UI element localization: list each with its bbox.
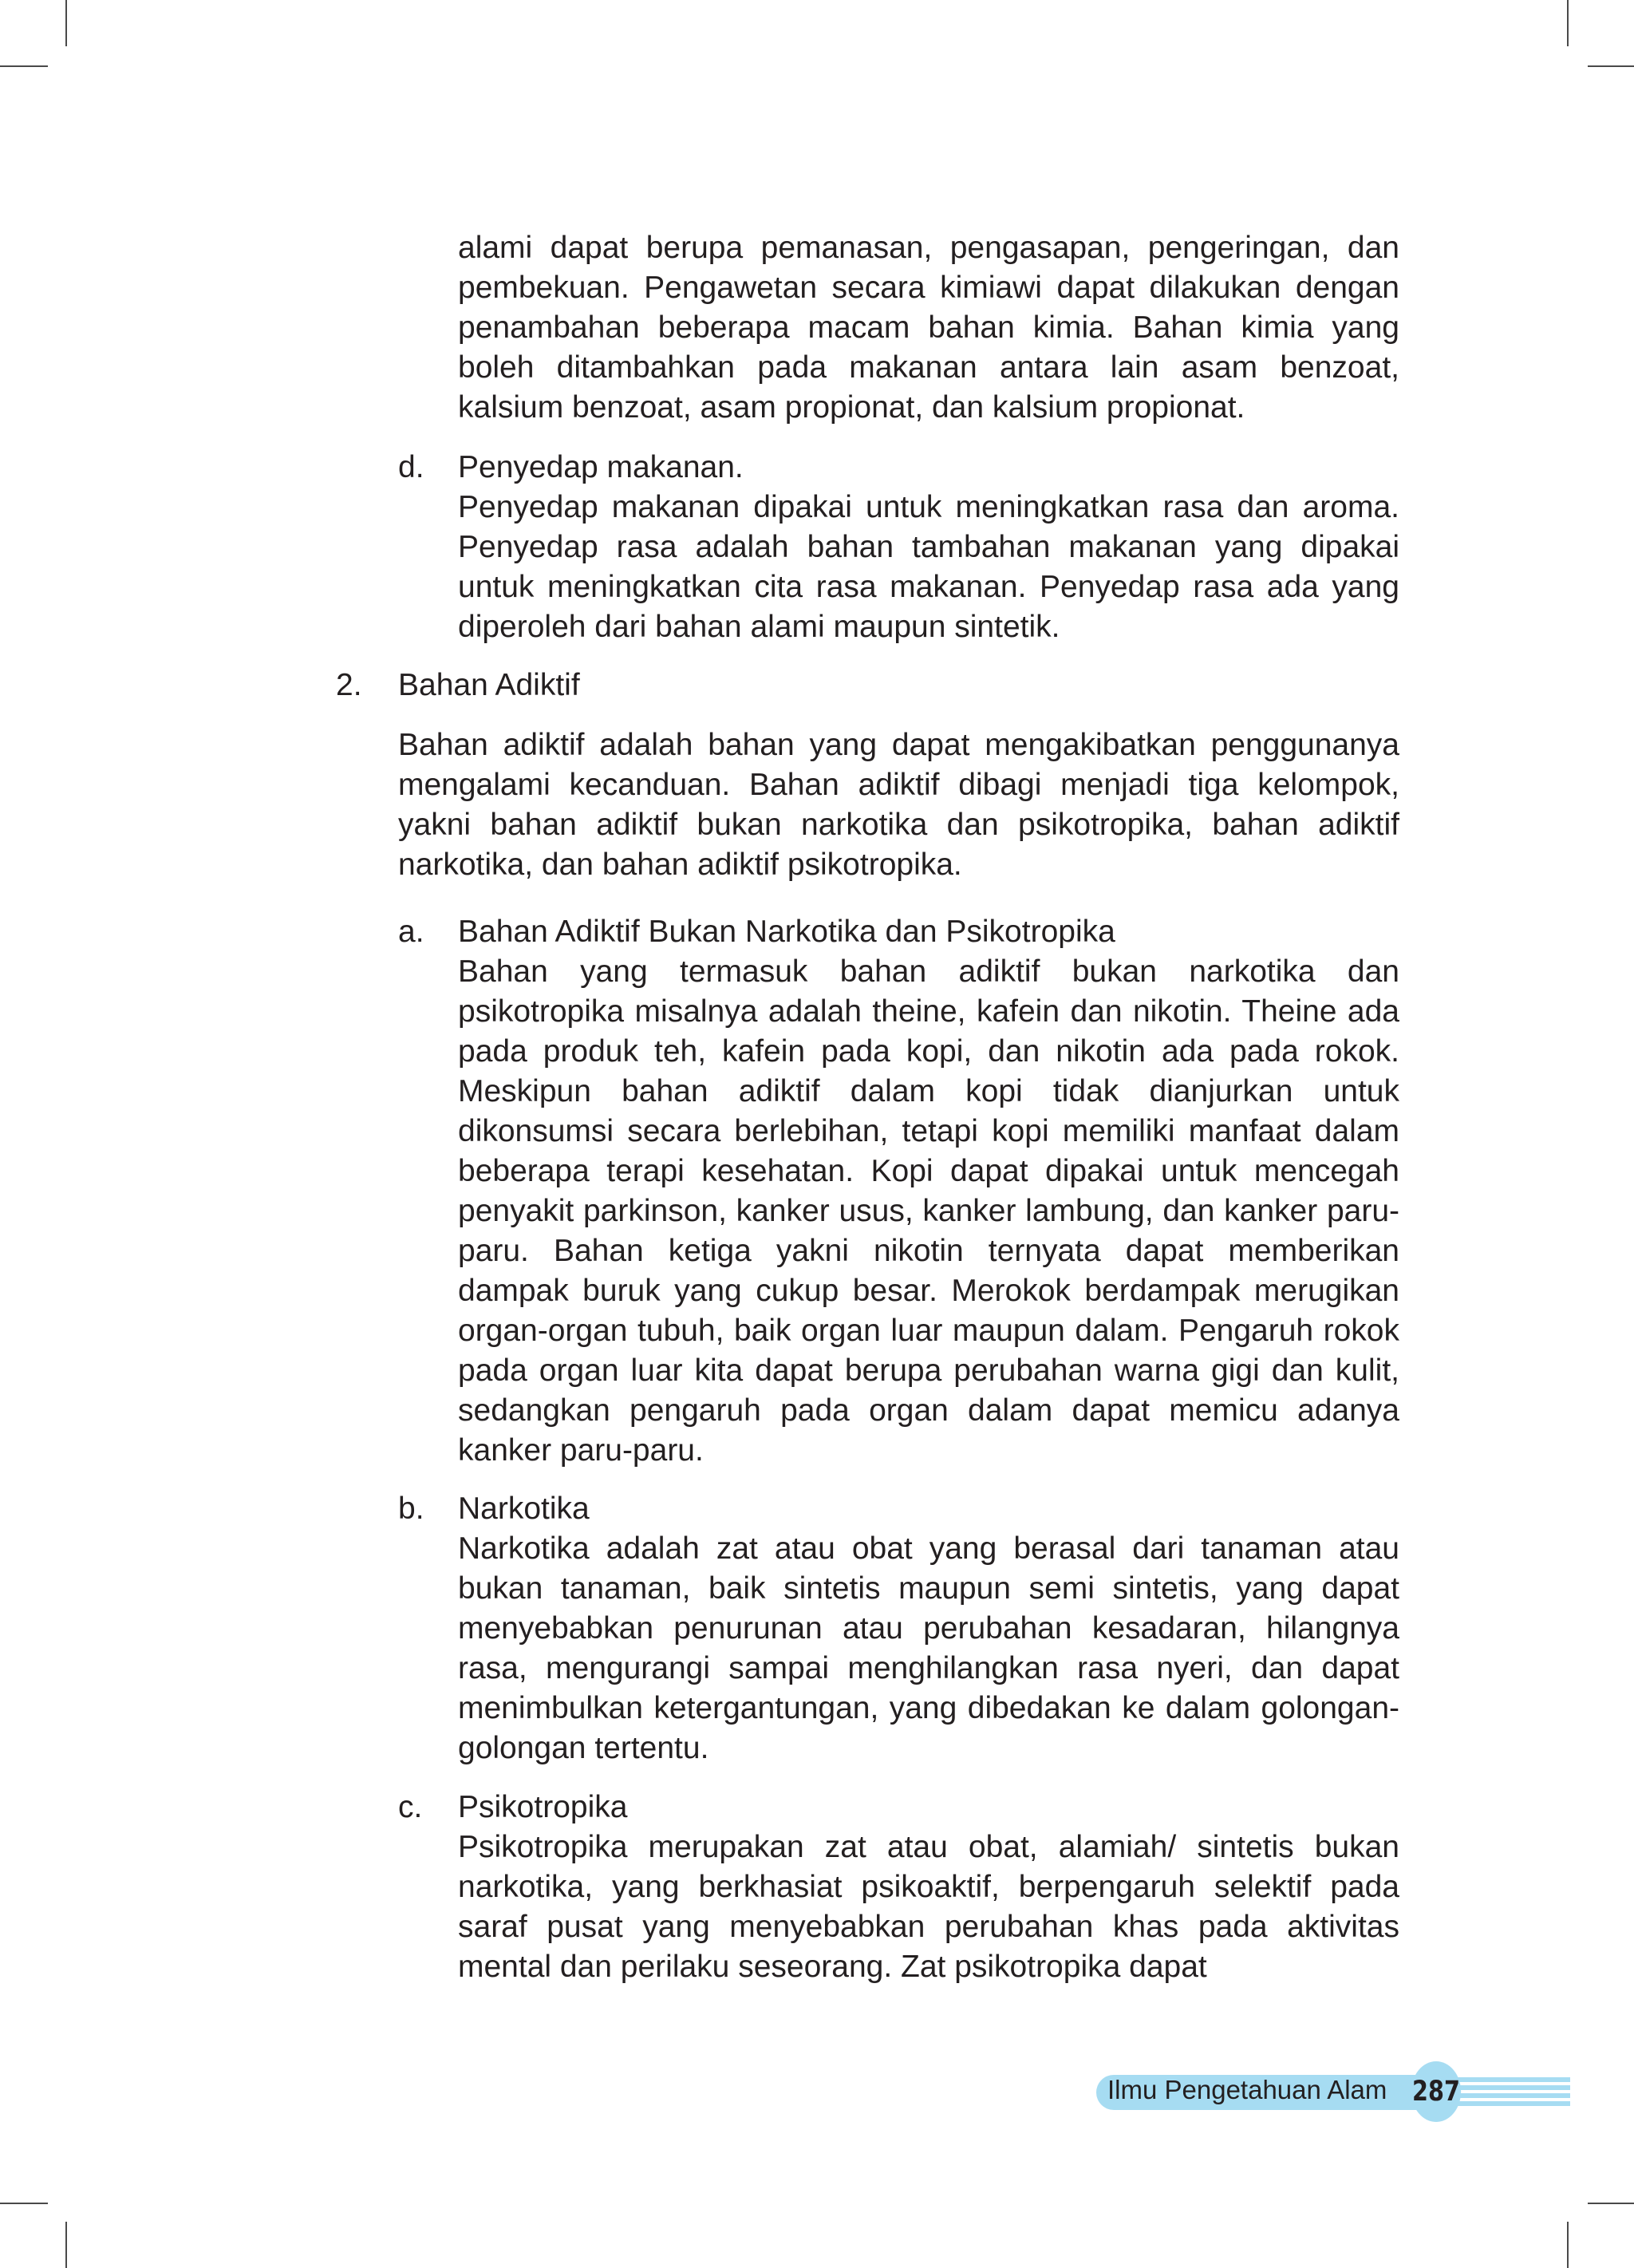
crop-mark [0, 65, 48, 67]
item-2-title: Bahan Adiktif [398, 668, 580, 702]
crop-mark [0, 2203, 48, 2204]
crop-mark [1588, 2203, 1634, 2204]
page-number: 287 [1411, 2061, 1461, 2122]
crop-mark [1567, 0, 1569, 46]
item-b-title: Narkotika [458, 1492, 590, 1526]
item-a-title: Bahan Adiktif Bukan Narkotika dan Psikotropika [458, 915, 1115, 949]
item-c-body: Psikotropika merupakan zat atau obat, alamiah/ sintetis bukan narkotika, yang berkhasiat psikoaktif, berpengaruh selektif pada saraf pusat yang menyebabkan perubahan khas pada aktivitas mental dan perilaku seseorang. Zat psikotropika dapat [458, 1830, 1399, 1984]
item-a-body: Bahan yang termasuk bahan adiktif bukan narkotika dan psikotropika misalnya adalah theine, kafein dan nikotin. Theine ada pada produk teh, kafein pada kopi, dan nikotin ada pada rokok. Meskipun bahan adiktif dalam kopi tidak dianjurkan untuk dikonsumsi secara berlebihan, tetapi kopi memiliki manfaat dalam beberapa terapi kesehatan. Kopi dapat dipakai untuk mencegah penyakit parkinson, kanker usus, kanker lambung, dan kanker paru-paru. Bahan ketiga yakni nikotin ternyata dapat memberikan dampak buruk yang cukup besar. Merokok berdampak merugikan organ-organ tubuh, baik organ luar maupun dalam. Pengaruh rokok pada organ luar kita dapat berupa perubahan warna gigi dan kulit, sedangkan pengaruh pada organ dalam dapat memicu adanya kanker paru-paru. [458, 954, 1399, 1468]
item-2-marker: 2. [336, 668, 362, 702]
item-2-body: Bahan adiktif adalah bahan yang dapat mengakibatkan penggunanya mengalami kecanduan. Bahan adiktif dibagi menjadi tiga kelompok, yakni bahan adiktif bukan narkotika dan psikotropika, bahan adiktif narkotika, dan bahan adiktif psikotropika. [398, 728, 1399, 882]
item-d-title: Penyedap makanan. [458, 450, 744, 484]
item-d-marker: d. [398, 450, 424, 484]
item-b-marker: b. [398, 1492, 424, 1526]
footer-title: Ilmu Pengetahuan Alam [1107, 2075, 1387, 2104]
item-b-body: Narkotika adalah zat atau obat yang berasal dari tanaman atau bukan tanaman, baik sintetis maupun semi sintetis, yang dapat menyebabkan penurunan atau perubahan kesadaran, hilangnya rasa, mengurangi sampai menghilangkan rasa nyeri, dan dapat menimbulkan ketergantungan, yang dibedakan ke dalam golongan-golongan tertentu. [458, 1531, 1399, 1765]
preservation-paragraph: alami dapat berupa pemanasan, pengasapan, pengeringan, dan pembekuan. Pengawetan secara kimiawi dapat dilakukan dengan penambahan beberapa macam bahan kimia. Bahan kimia yang boleh ditambahkan pada makanan antara lain asam benzoat, kalsium benzoat, asam propionat, dan kalsium propionat. [458, 231, 1399, 425]
crop-mark [65, 2222, 67, 2268]
item-c-marker: c. [398, 1790, 423, 1824]
item-a-marker: a. [398, 915, 424, 949]
item-c-title: Psikotropika [458, 1790, 628, 1824]
crop-mark [65, 0, 67, 46]
crop-mark [1588, 65, 1634, 67]
crop-mark [1567, 2222, 1569, 2268]
item-d-body: Penyedap makanan dipakai untuk meningkatkan rasa dan aroma. Penyedap rasa adalah bahan tambahan makanan yang dipakai untuk meningkatkan cita rasa makanan. Penyedap rasa ada yang diperoleh dari bahan alami maupun sintetik. [458, 490, 1399, 644]
